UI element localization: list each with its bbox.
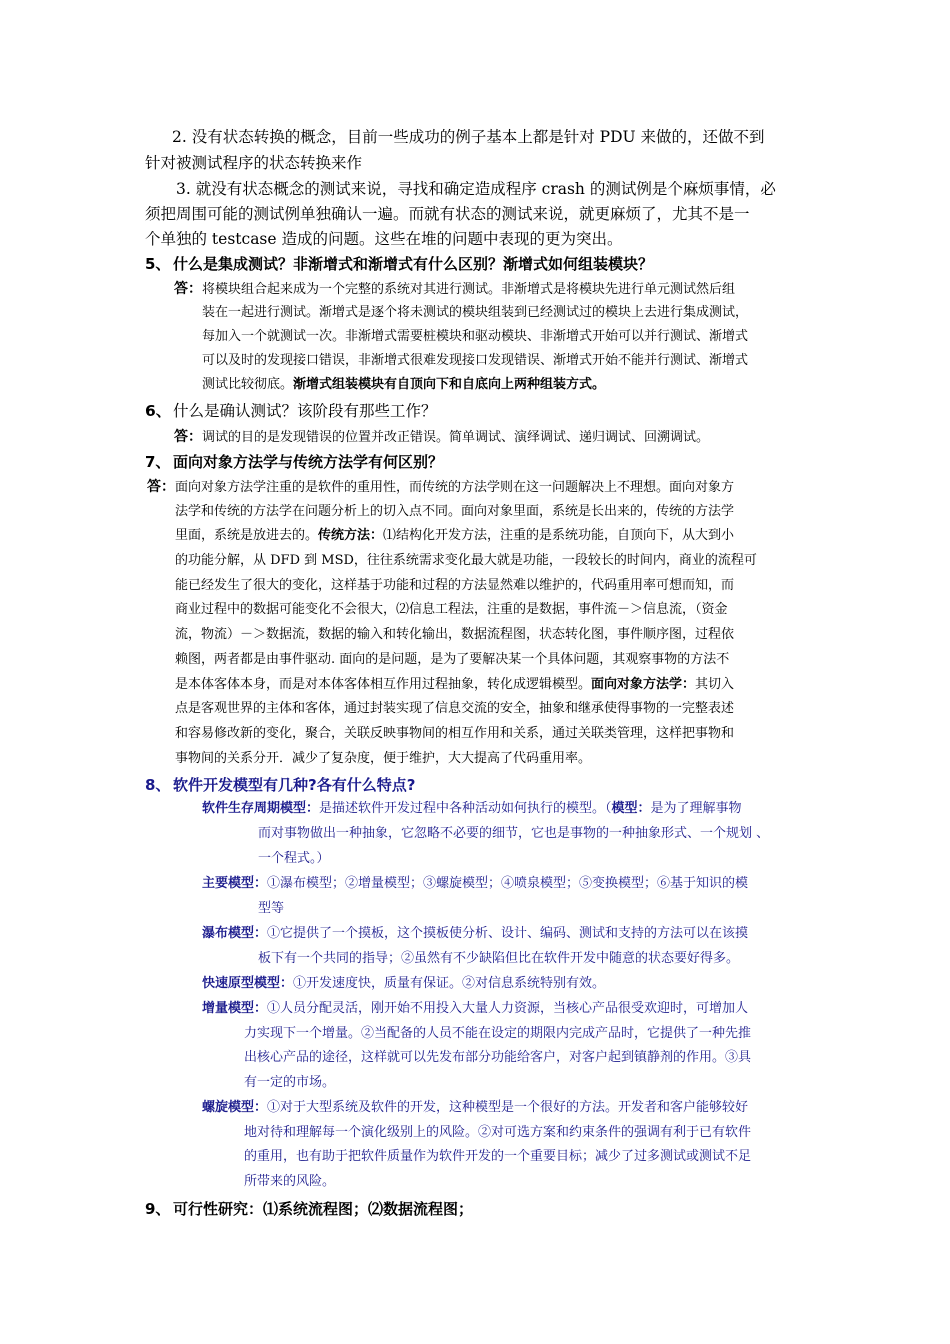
model-prototype: [202, 972, 605, 996]
question-text: 可行性研究：⑴系统流程图；⑵数据流程图；: [173, 1200, 474, 1218]
question-number: 5、: [145, 255, 171, 273]
answer-text: 将模块组合起来成为一个完整的系统对其进行测试。非渐增式是将模块先进行单元测试然后组: [202, 282, 736, 297]
question-8: [145, 772, 415, 798]
model-label: 快速原型模型：: [202, 976, 294, 991]
answer-text: 里面，系统是放进去的。: [175, 528, 319, 543]
model-label: 主要模型：: [202, 876, 268, 891]
paragraph-line: 须把周围可能的测试例单独确认一遍。而就有状态的测试来说，就更麻烦了，尤其不是一: [145, 205, 750, 223]
model-spiral: [202, 1096, 748, 1120]
answer-5-line-1: [174, 277, 735, 302]
question-text: 什么是集成测试？非渐增式和渐增式有什么区别？渐增式如何组装模块？: [173, 255, 654, 273]
model-text: ①开发速度快，质量有保证。②对信息系统特别有效。: [293, 976, 606, 991]
model-text: ①它提供了一个摸板，这个摸板使分析、设计、编码、测试和支持的方法可以在该摸: [267, 926, 749, 941]
model-text: 是描述软件开发过程中各种活动如何执行的模型。（: [319, 801, 612, 816]
answer-line: 商业过程中的数据可能变化不会很大，⑵信息工程法，注重的是数据，事件流－＞信息流，（资金: [175, 602, 728, 617]
model-line: 型等: [258, 901, 285, 916]
answer-text: ⑴结构化开发方法，注重的是系统功能，自顶向下，从大到小: [383, 528, 735, 543]
model-line: 有一定的市场。: [244, 1075, 336, 1090]
paragraph-line: 3. 就没有状态概念的测试来说，寻找和确定造成程序 crash 的测试例是个麻烦事情，必: [176, 180, 776, 198]
question-5: [145, 251, 653, 277]
model-text: 是为了理解事物: [650, 801, 742, 816]
model-label: 增量模型：: [202, 1001, 268, 1016]
question-6: [145, 398, 437, 424]
paragraph-line: 针对被测试程序的状态转换来作: [145, 154, 363, 172]
question-text: 什么是确认测试？该阶段有那些工作？: [173, 402, 437, 420]
model-text: ①瀑布模型；②增量模型；③螺旋模型；④喷泉模型；⑤变换模型；⑥基于知识的模: [267, 876, 749, 891]
answer-line: 点是客观世界的主体和客体，通过封装实现了信息交流的安全，抽象和继承使得事物的一完整表述: [175, 701, 735, 716]
answer-line: [175, 673, 734, 697]
question-text: 软件开发模型有几种?各有什么特点?: [173, 776, 416, 794]
answer-label: 答：: [147, 479, 175, 495]
answer-line: 法学和传统的方法学在问题分析上的切入点不同。面向对象里面，系统是长出来的，传统的方法学: [175, 504, 735, 519]
question-number: 6、: [145, 402, 172, 420]
answer-line: 装在一起进行测试。渐增式是逐个将未测试的模块组装到已经测试过的模块上去进行集成测试，: [202, 305, 749, 320]
model-line: 力实现下一个增量。②当配备的人员不能在设定的期限内完成产品时，它提供了一种先推: [244, 1026, 752, 1041]
answer-text: 测试比较彻底。: [202, 377, 294, 392]
model-emphasis: 模型：: [611, 801, 651, 816]
answer-text: 面向对象方法学注重的是软件的重用性，而传统的方法学则在这一问题解决上不理想。面向对象方: [175, 480, 735, 495]
question-number: 7、: [145, 453, 171, 471]
question-9: [145, 1196, 473, 1222]
answer-line: 流，物流）－＞数据流，数据的输入和转化输出，数据流程图，状态转化图，事件顺序图，过程依: [175, 627, 735, 642]
model-line: 所带来的风险。: [244, 1174, 336, 1189]
model-line: 地对待和理解每一个演化级别上的风险。②对可选方案和约束条件的强调有利于已有软件: [244, 1125, 752, 1140]
answer-line: 可以及时的发现接口错误，非渐增式很难发现接口发现错误、渐增式开始不能并行测试、渐增式: [202, 353, 749, 368]
model-text: ①人员分配灵活，刚开始不用投入大量人力资源，当核心产品很受欢迎时，可增加人: [267, 1001, 749, 1016]
answer-7-line-1: [147, 475, 734, 500]
answer-emphasis: 渐增式组装模块有自顶向下和自底向上两种组装方式。: [293, 377, 606, 392]
answer-line: [202, 373, 605, 397]
question-7: [145, 449, 443, 475]
model-line: 一个程式。）: [258, 851, 330, 866]
answer-emphasis: 面向对象方法学：: [591, 677, 696, 692]
answer-line: 赖图，两者都是由事件驱动. 面向的是问题，是为了要解决某一个具体问题，其观察事物的方法不: [175, 652, 730, 667]
answer-label: 答：: [174, 281, 202, 297]
answer-text: 调试的目的是发现错误的位置并改正错误。简单调试、演绎调试、递归调试、回溯调试。: [202, 430, 710, 445]
question-text: 面向对象方法学与传统方法学有何区别？: [173, 453, 444, 471]
answer-text: 是本体客体本身，而是对本体客体相互作用过程抽象，转化成逻辑模型。: [175, 677, 592, 692]
question-number: 8、: [145, 776, 171, 794]
answer-line: 的功能分解，从 DFD 到 MSD，往往系统需求变化最大就是功能，一段较长的时间内，商业的流程可: [175, 553, 757, 568]
answer-line: 能已经发生了很大的变化，这样基于功能和过程的方法显然难以维护的，代码重用率可想而知，而: [175, 578, 735, 593]
model-main: [202, 872, 748, 896]
answer-text: 其切入: [695, 677, 735, 692]
question-number: 9、: [145, 1200, 171, 1218]
answer-line: 每加入一个就测试一次。非渐增式需要桩模块和驱动模块、非渐增式开始可以并行测试、渐增式: [202, 329, 749, 344]
model-lifecycle: [202, 797, 742, 821]
model-text: ①对于大型系统及软件的开发，这种模型是一个很好的方法。开发者和客户能够较好: [267, 1100, 749, 1115]
answer-label: 答：: [174, 429, 202, 445]
model-line: 的重用，也有助于把软件质量作为软件开发的一个重要目标；减少了过多测试或测试不足: [244, 1149, 752, 1164]
model-label: 软件生存周期模型：: [202, 801, 320, 816]
model-line: 而对事物做出一种抽象，它忽略不必要的细节，它也是事物的一种抽象形式、一个规划 、: [258, 826, 770, 841]
paragraph-line: 2. 没有状态转换的概念，目前一些成功的例子基本上都是针对 PDU 来做的，还做不到: [172, 128, 765, 146]
model-line: 出核心产品的途径，这样就可以先发布部分功能给客户，对客户起到镇静剂的作用。③具: [244, 1050, 752, 1065]
answer-6: [174, 425, 709, 450]
model-label: 瀑布模型：: [202, 926, 268, 941]
model-line: 板下有一个共同的指导；②虽然有不少缺陷但比在软件开发中随意的状态要好得多。: [258, 951, 740, 966]
model-label: 螺旋模型：: [202, 1100, 268, 1115]
paragraph-line: 个单独的 testcase 造成的问题。这些在堆的问题中表现的更为突出。: [145, 230, 623, 248]
answer-line: 事物间的关系分开．减少了复杂度，便于维护，大大提高了代码重用率。: [175, 751, 592, 766]
model-incremental: [202, 997, 748, 1021]
answer-line: 和容易修改新的变化，聚合，关联反映事物间的相互作用和关系，通过关联类管理，这样把事物和: [175, 726, 735, 741]
answer-emphasis: 传统方法：: [318, 528, 384, 543]
answer-line: [175, 524, 734, 548]
model-waterfall: [202, 922, 748, 946]
